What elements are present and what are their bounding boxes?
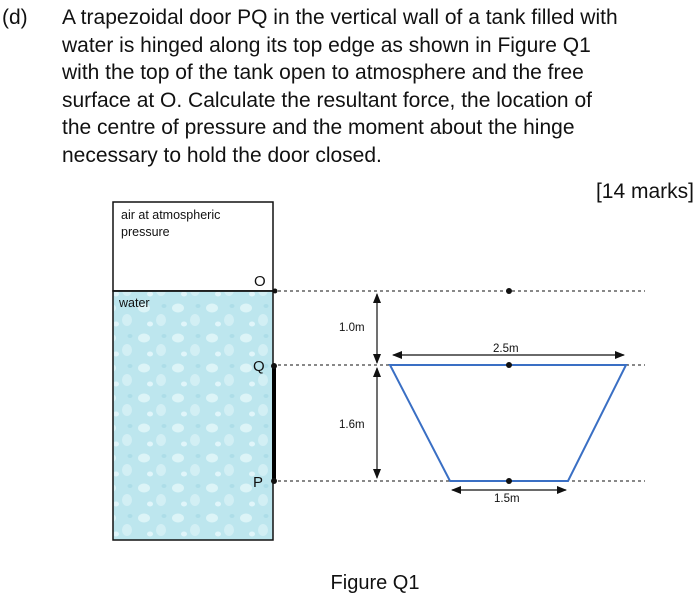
point-o-dot bbox=[273, 289, 278, 294]
air-label-line1: air at atmospheric bbox=[121, 208, 221, 222]
figure-caption: Figure Q1 bbox=[330, 572, 420, 594]
centre-dot-top bbox=[506, 362, 512, 368]
dim-door-height-label: 1.6m bbox=[339, 419, 365, 431]
dim-bottom-width-label: 1.5m bbox=[494, 493, 520, 505]
water-droplets-texture bbox=[114, 292, 272, 539]
point-q-hinge bbox=[271, 363, 277, 369]
point-q-label: Q bbox=[253, 358, 265, 375]
question-line: with the top of the tank open to atmosphere and the free bbox=[62, 61, 584, 84]
water-label: water bbox=[119, 296, 150, 310]
dim-top-width-label: 2.5m bbox=[493, 343, 519, 355]
air-label-line2: pressure bbox=[121, 225, 170, 239]
dim-depth-top-label: 1.0m bbox=[339, 322, 365, 334]
question-label: (d) bbox=[2, 6, 28, 29]
point-p-dot bbox=[271, 478, 277, 484]
centre-dot-bottom bbox=[506, 478, 512, 484]
question-line: surface at O. Calculate the resultant force, the location of bbox=[62, 88, 592, 112]
question-line: the centre of pressure and the moment about the hinge bbox=[62, 116, 575, 139]
marks-label: [14 marks] bbox=[595, 180, 694, 203]
question-line: A trapezoidal door PQ in the vertical wall of a tank filled with bbox=[62, 6, 618, 29]
question-line: water is hinged along its top edge as shown in Figure Q1 bbox=[62, 33, 591, 57]
centre-dot-surface bbox=[506, 288, 512, 294]
trapezoid-door-view bbox=[390, 365, 626, 481]
point-o-label: O bbox=[254, 273, 266, 290]
question-line: necessary to hold the door closed. bbox=[62, 143, 382, 167]
point-p-label: P bbox=[253, 474, 264, 491]
